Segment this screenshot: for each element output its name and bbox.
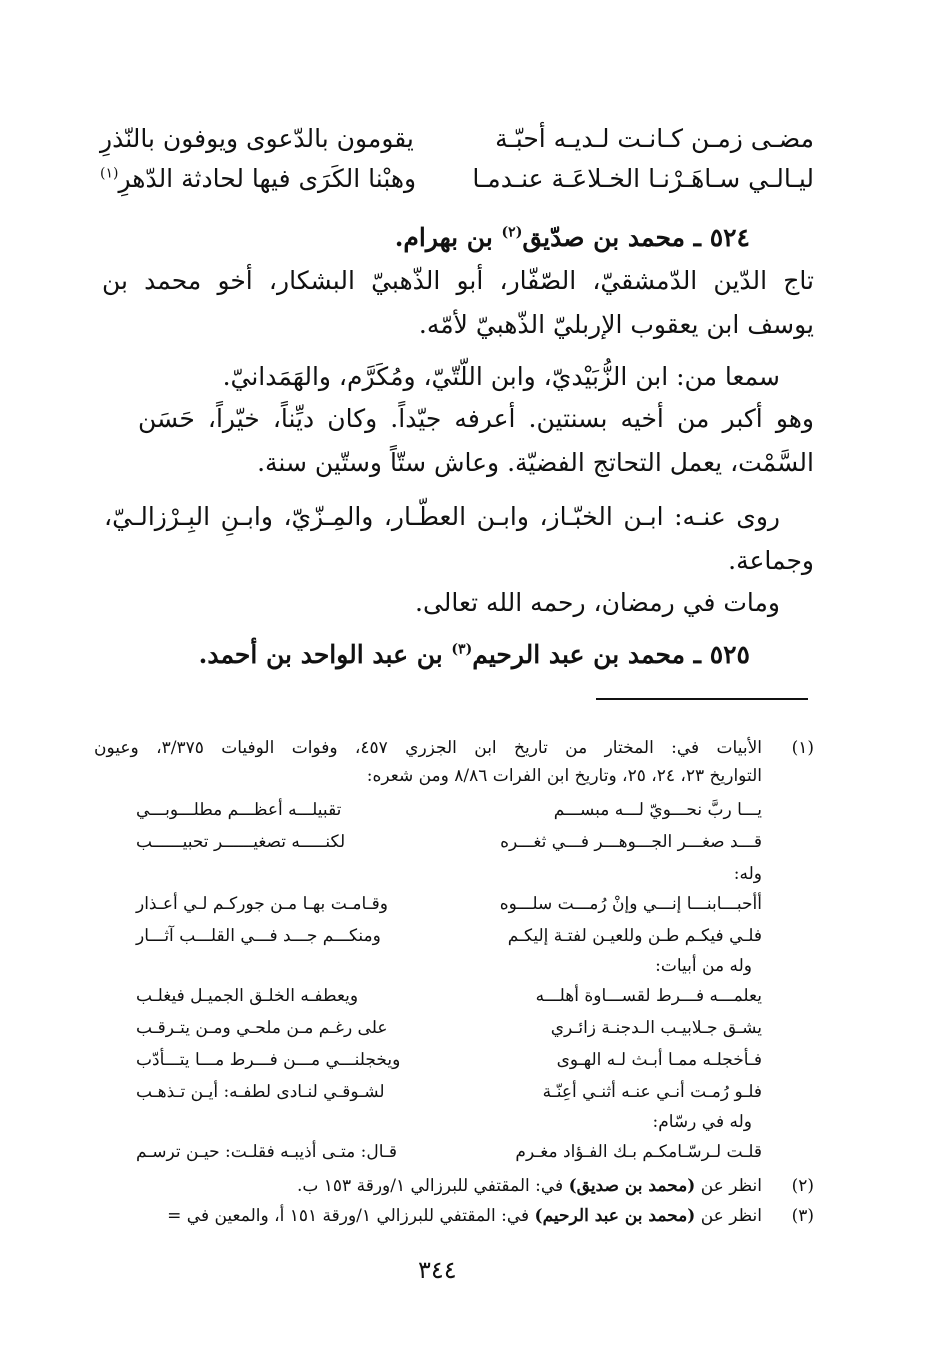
footnote-2-text bbox=[297, 1176, 762, 1196]
fn1-poem-5-left: ويعطفـه الخلـق الجميـل فيغلـب bbox=[136, 986, 359, 1006]
fn1-poem-4-right: فلـي فيكـم طـن وللعيـن لفتـة إليكـم bbox=[507, 926, 762, 946]
paragraph-line-1: تاج الدّين الدّمشقيّ، الصّفّار، أبو الذّهبيّ البشكار، أخو محمد بن bbox=[102, 266, 814, 295]
entry-524-heading bbox=[395, 223, 750, 252]
entry-525-title-b: بن عبد الواحد بن أحمد. bbox=[198, 640, 443, 669]
footnote-2-suffix: في: المقتفي للبرزالي ١/ورقة ١٥٣ ب. bbox=[296, 1176, 564, 1196]
fn1-poem-1-right: يـــا ربَّ نحـــويّ لـــه مبســـم bbox=[553, 800, 762, 820]
verse-1-right: مضـى زمـن كـانـت لـديـه أحبّـة bbox=[495, 124, 814, 153]
paragraph-line-8: ومات في رمضان، رحمه الله تعالى. bbox=[415, 588, 780, 617]
footnote-3-prefix: انظر عن bbox=[700, 1206, 762, 1226]
fn1-poem-8-right: فلـو رُمـت أنـي عنـه أثنـي أعِنّـة bbox=[542, 1082, 762, 1102]
footnote-3-text bbox=[167, 1206, 762, 1226]
footnote-3-suffix: في: المقتفي للبرزالي ١/ورقة ١٥١ أ، والمعين في = bbox=[167, 1206, 530, 1226]
paragraph-line-6: روى عنـه: ابـن الخبّـاز، وابـن العطّـار، والمِـزّيّ، وابـنِ البِـرْزالـيّ، bbox=[104, 502, 780, 531]
fn1-poem-7-left: ويخجلنـــي مـــن فـــرط مـــا يتـــأدّب bbox=[136, 1050, 401, 1070]
fn1-poem-6-right: يشـق جـلابيـب الـدجنـة زائـري bbox=[550, 1018, 762, 1038]
fn1-poem-9-right: قلـت لـرسّـامكـم بـك الفـؤاد مغـرم bbox=[515, 1142, 762, 1162]
footnote-1-line-2: التواريخ ٢٣، ٢٤، ٢٥، وتاريخ ابن الفرات ٨/٨٦ ومن شعره: bbox=[366, 766, 762, 786]
fn1-poem-3-left: وقـامـت بهـا مـن جوركـم لـي أعـذار bbox=[136, 894, 388, 914]
footnote-1-number: (١) bbox=[791, 738, 814, 758]
footnote-3-number: (٣) bbox=[791, 1206, 814, 1226]
fn1-poem-7-right: فـأخجلـه ممـا أبـث لـه الهـوى bbox=[556, 1050, 762, 1070]
entry-524-title-a: ٥٢٤ ـ محمد بن صدّيق bbox=[522, 223, 750, 252]
fn1-poem-3-right: أأحبـــابنـــا إنـــي وإنْ رُمـــت سلـــوه bbox=[499, 894, 762, 914]
footnote-separator bbox=[596, 698, 808, 700]
fn1-label-3: وله في رسّام: bbox=[652, 1112, 752, 1132]
verse-2-right: ليـالـي سـاهَـرْنـا الخـلاعَـة عنـدمـا bbox=[472, 164, 814, 193]
fn1-poem-1-left: تقبيلـــه أعظـــم مطلـــوبـــي bbox=[136, 800, 342, 820]
fn1-poem-9-left: قـال: متـى أذيبـه فقلـت: حيـن ترسـم bbox=[136, 1142, 397, 1162]
paragraph-line-7: وجماعة. bbox=[728, 546, 814, 575]
entry-525-title-a: ٥٢٥ ـ محمد بن عبد الرحيم bbox=[472, 640, 750, 669]
paragraph-line-3: سمعا من: ابن الزُّبَيْديّ، وابن اللّتّيّ، ومُكَرَّم، والهَمَدانيّ. bbox=[222, 362, 780, 391]
footnote-2-prefix: انظر عن bbox=[700, 1176, 762, 1196]
footnote-mark-2[interactable]: (٢) bbox=[501, 224, 523, 241]
fn1-poem-4-left: ومنكـــم جـــد فـــي القلـــب آثـــار bbox=[136, 926, 381, 946]
fn1-label-1: وله: bbox=[733, 864, 762, 884]
footnote-2-number: (٢) bbox=[791, 1176, 814, 1196]
fn1-poem-8-left: لشـوقـي لنـادى لطفـه: أيـن تـذهـب bbox=[136, 1082, 385, 1102]
verse-2-left-text: وهبْنا الكَرَى فيها لحادثة الدّهرِ bbox=[118, 164, 417, 193]
fn1-label-2: وله من أبيات: bbox=[655, 956, 752, 976]
paragraph-line-2: يوسف ابن يعقوب الإربليّ الذّهبيّ لأمّه. bbox=[418, 310, 814, 339]
footnote-1-line-1: الأبيات في: المختار من تاريخ ابن الجزري ٤٥٧، وفوات الوفيات ٣/٣٧٥، وعيون bbox=[94, 738, 763, 758]
entry-524-title-b: بن بهرام. bbox=[394, 223, 493, 252]
fn1-poem-5-right: يعلمـــه فـــرط لقســـاوة أهلـــه bbox=[535, 986, 762, 1006]
fn1-poem-2-left: لكنـــــه تصغيــــــر تحبيــــــب bbox=[136, 832, 346, 852]
fn1-poem-2-right: قـــد صغـــر الجـــوهـــر فـــي ثغـــره bbox=[500, 832, 762, 852]
paragraph-line-4: وهو أكبر من أخيه بسنتين. أعرفه جيّداً. وكان ديِّناً، خيّراً، حَسَن bbox=[138, 404, 814, 433]
footnote-mark-1[interactable]: (١) bbox=[100, 165, 119, 182]
verse-1-left: يقومون بالدّعوى ويوفون بالنّذرِ bbox=[100, 124, 414, 153]
footnote-3-name: (محمد بن عبد الرحيم) bbox=[534, 1206, 696, 1226]
page-number: ٣٤٤ bbox=[418, 1256, 457, 1284]
entry-525-heading bbox=[199, 640, 750, 669]
footnote-2-name: (محمد بن صديق) bbox=[568, 1176, 696, 1196]
fn1-poem-6-left: على رغـم مـن ملحـي ومـن يتـرقـب bbox=[136, 1018, 388, 1038]
paragraph-line-5: السَّمْت، يعمل التحاتج الفضيّة. وعاش ستّاً وستّين سنة. bbox=[257, 448, 814, 477]
verse-2-left bbox=[100, 164, 416, 193]
footnote-mark-3[interactable]: (٣) bbox=[451, 641, 473, 658]
